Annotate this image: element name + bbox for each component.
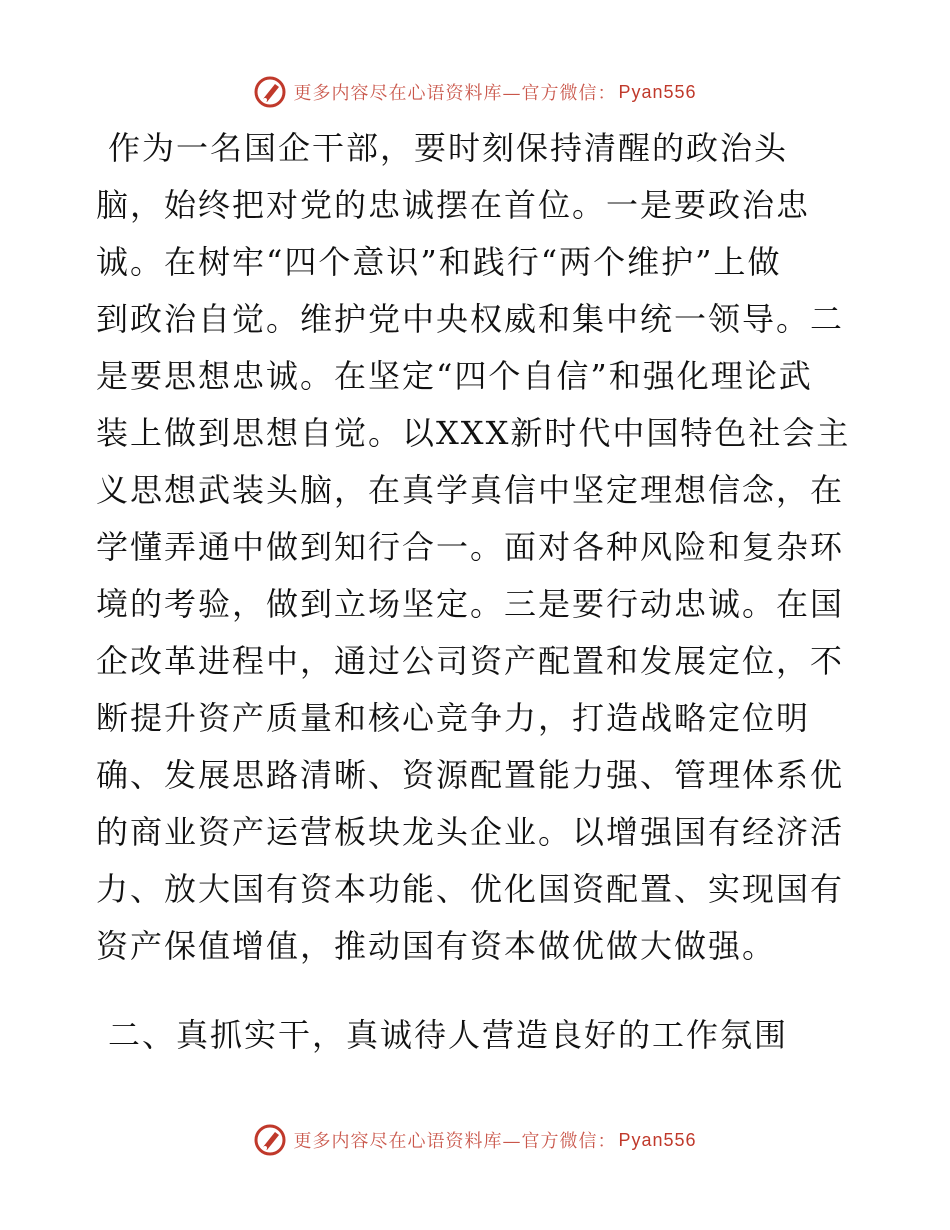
- paragraph-line: 断提升资产质量和核心竞争力，打造战略定位明: [96, 699, 811, 737]
- watermark-text: 更多内容尽在心语资料库—官方微信：: [293, 1131, 617, 1152]
- paragraph-line: 学懂弄通中做到知行合一。面对各种风险和复杂环: [96, 528, 845, 566]
- paragraph-line: 脑，始终把对党的忠诚摆在首位。一是要政治忠: [96, 186, 811, 224]
- paragraph-line: 到政治自觉。维护党中央权威和集中统一领导。二: [96, 300, 845, 338]
- paragraph-line: 资产保值增值，推动国有资本做优做大做强。: [96, 927, 777, 965]
- watermark-text: 更多内容尽在心语资料库—官方微信：: [293, 83, 617, 104]
- paragraph-line: 诚。在树牢“四个意识”和践行“两个维护”上做: [96, 243, 782, 281]
- paragraph-line: 企改革进程中，通过公司资产配置和发展定位，不: [96, 642, 845, 680]
- paragraph-line: 的商业资产运营板块龙头企业。以增强国有经济活: [96, 813, 845, 851]
- paragraph-line: 作为一名国企干部，要时刻保持清醒的政治头: [108, 129, 789, 167]
- pen-seal-icon: [253, 75, 287, 109]
- footer-watermark: [0, 1120, 950, 1160]
- paragraph-line: 装上做到思想自觉。以XXX新时代中国特色社会主: [96, 414, 851, 452]
- header-watermark: [0, 72, 950, 112]
- section-heading: 二、真抓实干，真诚待人营造良好的工作氛围: [108, 1016, 789, 1054]
- paragraph-line: 境的考验，做到立场坚定。三是要行动忠诚。在国: [96, 585, 845, 623]
- paragraph-line: 力、放大国有资本功能、优化国资配置、实现国有: [96, 870, 845, 908]
- paragraph-line: 是要思想忠诚。在坚定“四个自信”和强化理论武: [96, 357, 813, 395]
- paragraph-line: 义思想武装头脑，在真学真信中坚定理想信念，在: [96, 471, 845, 509]
- paragraph-line: 确、发展思路清晰、资源配置能力强、管理体系优: [96, 756, 845, 794]
- watermark-wechat-id: Pyan556: [618, 1129, 697, 1150]
- document-paragraph: [96, 120, 856, 975]
- pen-seal-icon: [253, 1123, 287, 1157]
- watermark-wechat-id: Pyan556: [618, 81, 697, 102]
